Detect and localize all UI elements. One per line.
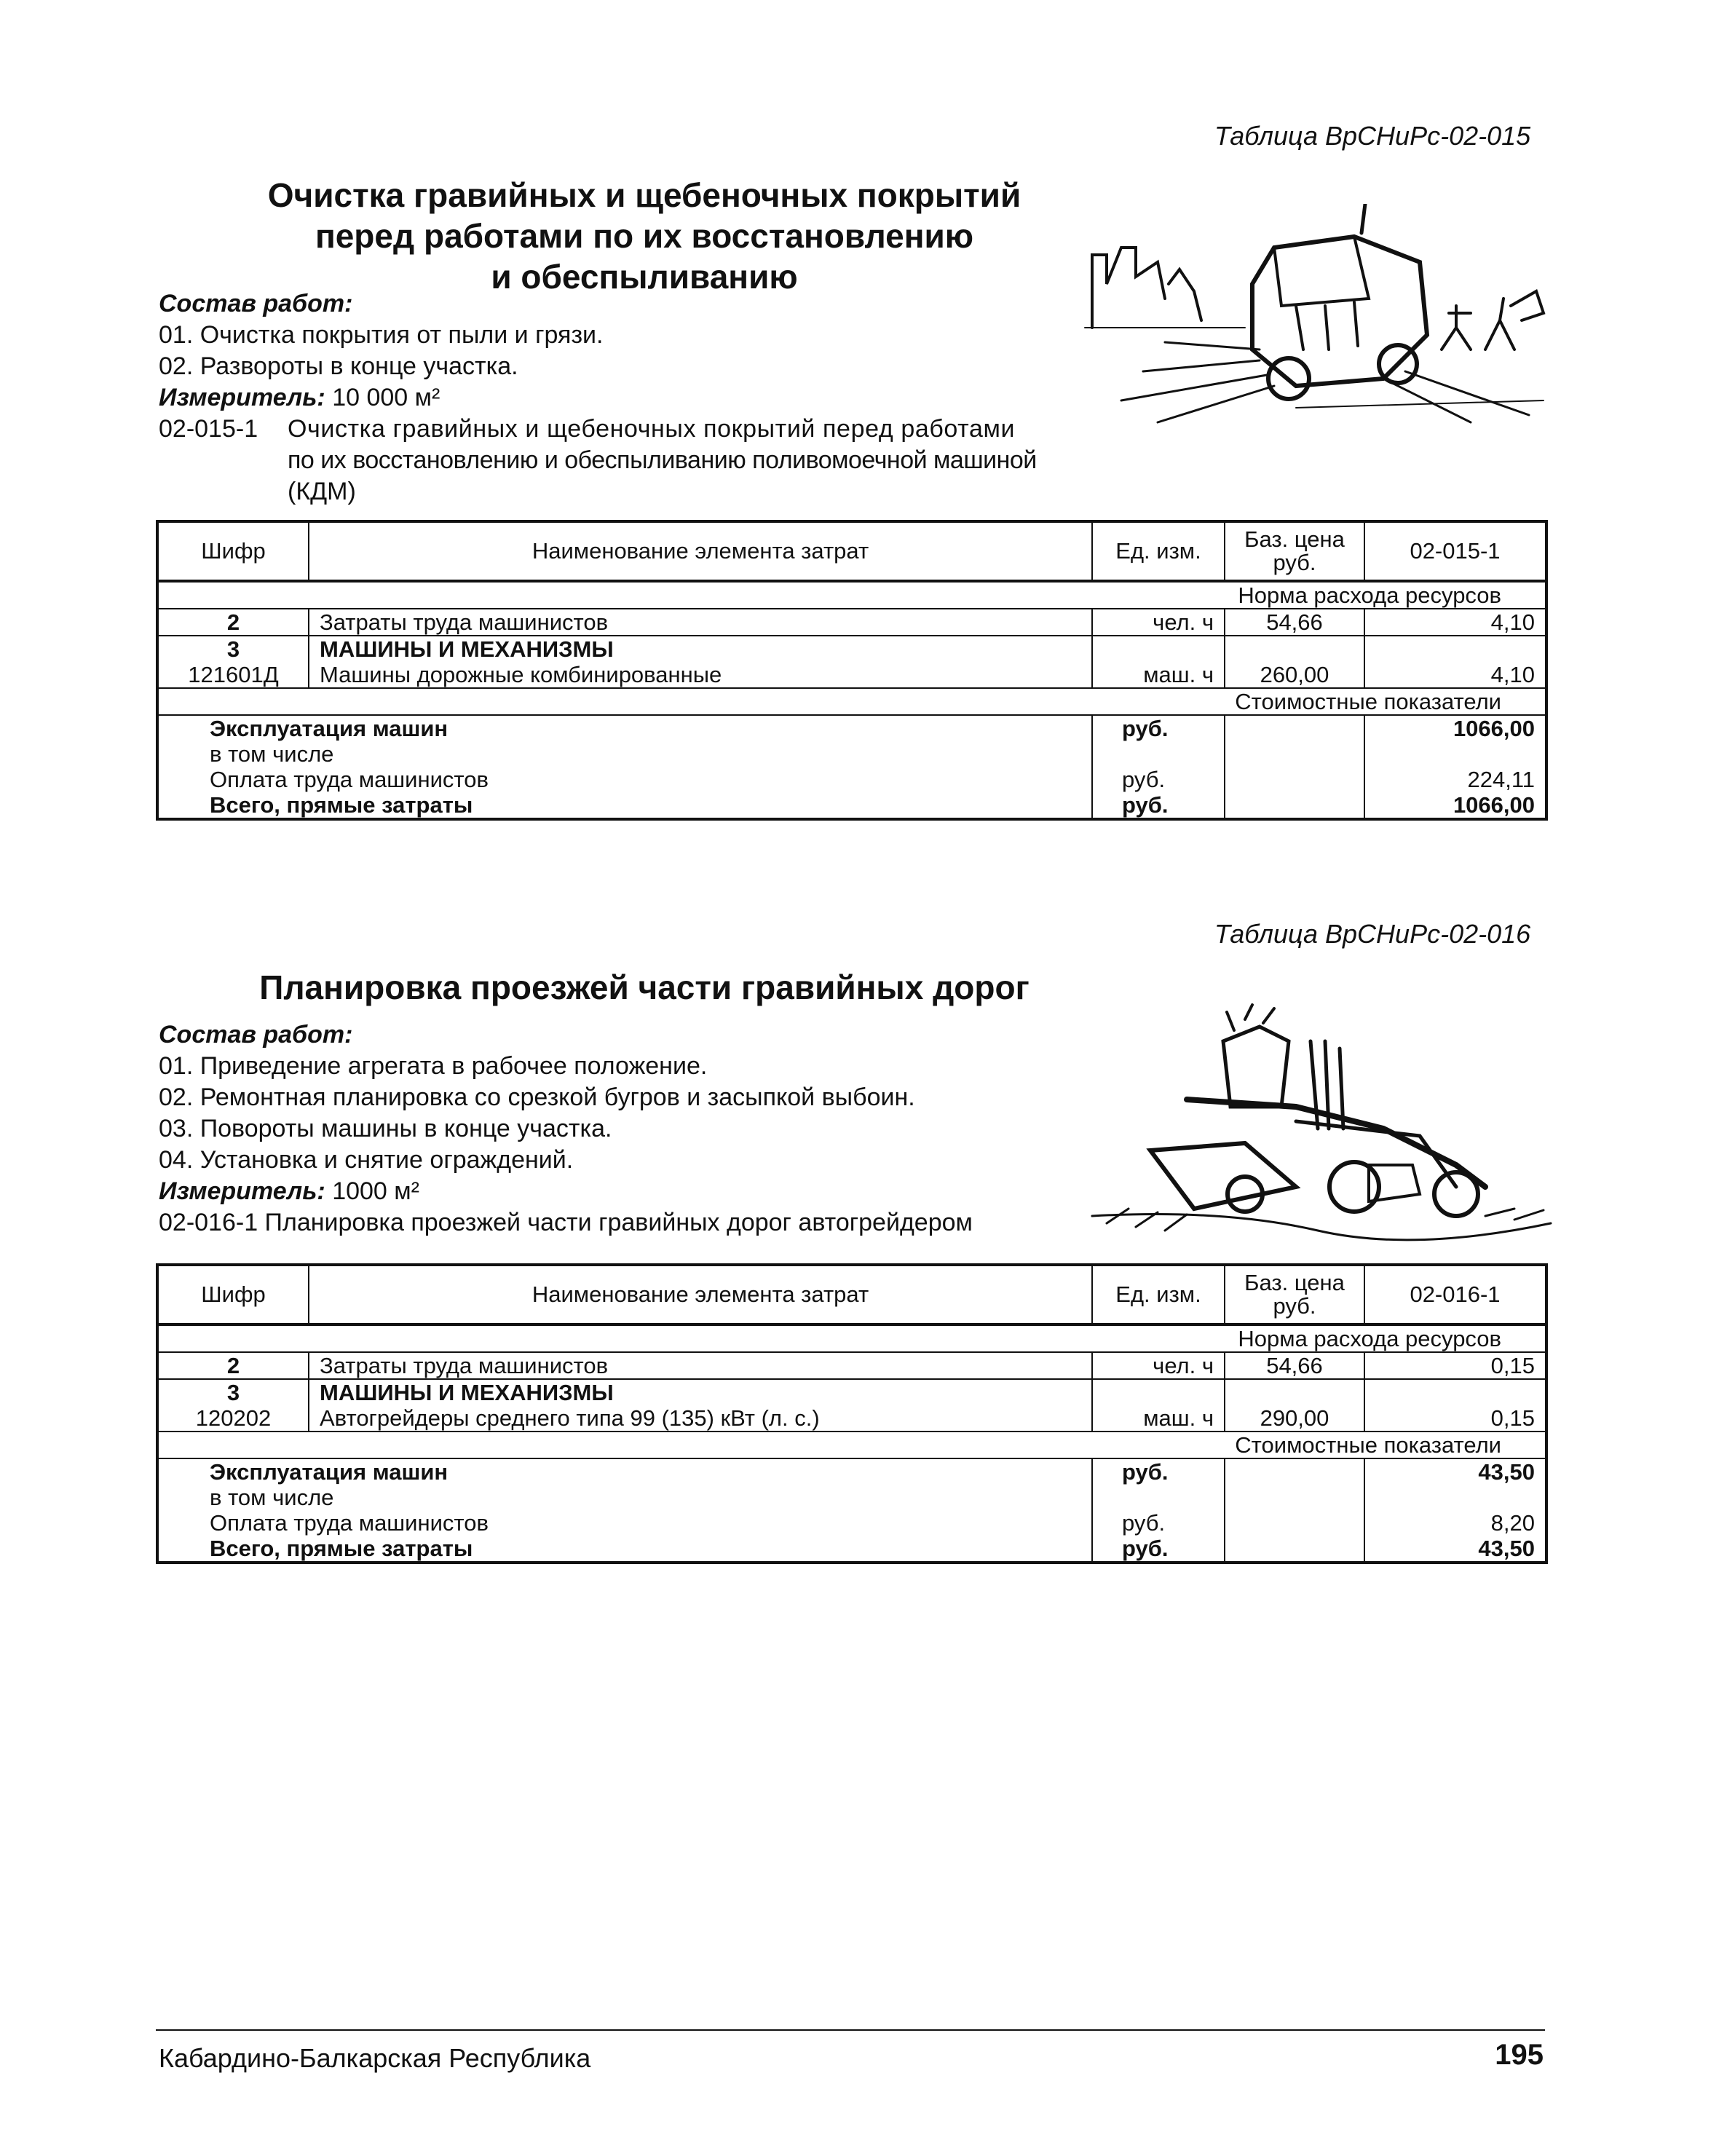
row-price: 54,66	[1225, 609, 1364, 636]
cost-unit: руб.	[1092, 792, 1225, 819]
measure-line	[159, 1176, 973, 1207]
row-code: 2	[157, 1352, 309, 1379]
item-line: 02-016-1 Планировка проезжей части гравийных дорог автогрейдером	[159, 1209, 973, 1236]
measure-line	[159, 382, 604, 414]
item-line: Очистка гравийных и щебеночных покрытий перед работами	[288, 415, 1016, 443]
row-value: 4,10	[1364, 662, 1546, 688]
item-line: по их восстановлению и обеспыливанию поливомоечной машиной	[288, 446, 1037, 474]
table-name-02-016: Таблица ВрСНиРс-02-016	[1214, 919, 1531, 949]
table-header-row	[157, 521, 1546, 581]
row-unit: чел. ч	[1092, 1352, 1225, 1379]
table-header-row	[157, 1265, 1546, 1324]
sostav-label: Состав работ:	[159, 290, 353, 317]
cost-label: Стоимостные показатели	[157, 1432, 1546, 1458]
row-code: 121601Д	[157, 662, 309, 688]
item-description	[288, 414, 1037, 508]
cost-unit	[1092, 1485, 1225, 1510]
norm-label-row	[157, 1324, 1546, 1352]
header-cell: Ед. изм.	[1092, 521, 1225, 581]
table-row	[157, 609, 1546, 636]
header-cell: Наименование элемента затрат	[309, 1265, 1092, 1324]
row-code: 120202	[157, 1405, 309, 1432]
cost-name: Оплата труда машинистов	[157, 767, 1092, 792]
cost-unit: руб.	[1092, 1510, 1225, 1536]
cost-value	[1364, 1485, 1546, 1510]
header-cell: Ед. изм.	[1092, 1265, 1225, 1324]
work-item: 01. Приведение агрегата в рабочее положение.	[159, 1052, 708, 1080]
header-cell: 02-016-1	[1364, 1265, 1546, 1324]
header-cell: 02-015-1	[1364, 521, 1546, 581]
table-row	[157, 662, 1546, 688]
work-item: 02. Ремонтная планировка со срезкой бугров и засыпкой выбоин.	[159, 1083, 915, 1111]
cost-row	[157, 1458, 1546, 1485]
section1-title	[240, 175, 1048, 297]
row-price	[1225, 636, 1364, 662]
cost-row	[157, 767, 1546, 792]
row-value	[1364, 1379, 1546, 1405]
cost-row	[157, 741, 1546, 767]
cost-name: Оплата труда машинистов	[157, 1510, 1092, 1536]
work-item: 01. Очистка покрытия от пыли и грязи.	[159, 321, 604, 349]
cost-row	[157, 1485, 1546, 1510]
row-price: 290,00	[1225, 1405, 1364, 1432]
table-row	[157, 636, 1546, 662]
measure-label: Измеритель:	[159, 1177, 325, 1205]
row-price: 260,00	[1225, 662, 1364, 688]
row-unit: чел. ч	[1092, 609, 1225, 636]
cost-name: Эксплуатация машин	[157, 715, 1092, 741]
cost-label-row	[157, 1432, 1546, 1458]
norm-label: Норма расхода ресурсов	[157, 581, 1546, 609]
row-name: Затраты труда машинистов	[309, 1352, 1092, 1379]
work-item: 04. Установка и снятие ограждений.	[159, 1146, 574, 1174]
section2-title: Планировка проезжей части гравийных дорог	[259, 968, 1030, 1006]
section1-text-block	[159, 288, 604, 414]
sostav-label: Состав работ:	[159, 1021, 353, 1049]
cost-row	[157, 1510, 1546, 1536]
row-price: 54,66	[1225, 1352, 1364, 1379]
cost-table-02-015	[156, 520, 1548, 821]
header-cell: Шифр	[157, 1265, 309, 1324]
measure-label: Измеритель:	[159, 384, 325, 411]
item-line: (КДМ)	[288, 478, 356, 505]
footer-divider	[156, 2029, 1545, 2031]
row-code: 3	[157, 636, 309, 662]
norm-label-row	[157, 581, 1546, 609]
cost-unit: руб.	[1092, 767, 1225, 792]
cost-value: 224,11	[1364, 767, 1546, 792]
header-cell: Баз. цена руб.	[1225, 1265, 1364, 1324]
row-name: МАШИНЫ И МЕХАНИЗМЫ	[309, 636, 1092, 662]
cost-table-02-016	[156, 1263, 1548, 1564]
norm-label: Норма расхода ресурсов	[157, 1324, 1546, 1352]
row-code: 3	[157, 1379, 309, 1405]
table-name-02-015: Таблица ВрСНиРс-02-015	[1214, 121, 1531, 151]
work-item: 02. Развороты в конце участка.	[159, 352, 518, 380]
row-price	[1225, 1379, 1364, 1405]
cost-row	[157, 792, 1546, 819]
row-value: 0,15	[1364, 1405, 1546, 1432]
cost-unit: руб.	[1092, 1458, 1225, 1485]
row-value: 4,10	[1364, 609, 1546, 636]
row-unit: маш. ч	[1092, 662, 1225, 688]
cost-unit: руб.	[1092, 715, 1225, 741]
row-value: 0,15	[1364, 1352, 1546, 1379]
page-number: 195	[1495, 2039, 1544, 2071]
cost-value: 43,50	[1364, 1536, 1546, 1563]
cost-value: 43,50	[1364, 1458, 1546, 1485]
header-cell: Баз. цена руб.	[1225, 521, 1364, 581]
cost-unit	[1092, 741, 1225, 767]
cost-name: Всего, прямые затраты	[157, 1536, 1092, 1563]
motor-grader-drawing	[1078, 998, 1558, 1245]
table-row	[157, 1379, 1546, 1405]
item-code: 02-015-1	[159, 415, 258, 443]
title-line: перед работами по их восстановлению	[315, 217, 974, 255]
title-line: и обеспыливанию	[491, 258, 798, 296]
header-cell: Шифр	[157, 521, 309, 581]
work-item: 03. Повороты машины в конце участка.	[159, 1115, 612, 1142]
cost-name: Эксплуатация машин	[157, 1458, 1092, 1485]
header-cell: Наименование элемента затрат	[309, 521, 1092, 581]
row-code: 2	[157, 609, 309, 636]
cost-value: 1066,00	[1364, 792, 1546, 819]
street-sweeper-truck-drawing	[1078, 204, 1558, 437]
footer-region: Кабардино-Балкарская Республика	[159, 2043, 591, 2073]
row-unit	[1092, 1379, 1225, 1405]
row-name: Автогрейдеры среднего типа 99 (135) кВт (л. с.)	[309, 1405, 1092, 1432]
table-row	[157, 1352, 1546, 1379]
cost-label: Стоимостные показатели	[157, 688, 1546, 715]
cost-value: 1066,00	[1364, 715, 1546, 741]
measure-value: 10 000 м²	[332, 384, 440, 411]
cost-row	[157, 715, 1546, 741]
row-name: МАШИНЫ И МЕХАНИЗМЫ	[309, 1379, 1092, 1405]
table-row	[157, 1405, 1546, 1432]
row-unit	[1092, 636, 1225, 662]
cost-row	[157, 1536, 1546, 1563]
cost-label-row	[157, 688, 1546, 715]
cost-name: в том числе	[157, 1485, 1092, 1510]
cost-unit: руб.	[1092, 1536, 1225, 1563]
section2-text-block	[159, 1019, 973, 1239]
cost-name: Всего, прямые затраты	[157, 792, 1092, 819]
cost-name: в том числе	[157, 741, 1092, 767]
row-name: Затраты труда машинистов	[309, 609, 1092, 636]
cost-value: 8,20	[1364, 1510, 1546, 1536]
row-unit: маш. ч	[1092, 1405, 1225, 1432]
measure-value: 1000 м²	[332, 1177, 419, 1205]
row-name: Машины дорожные комбинированные	[309, 662, 1092, 688]
cost-value	[1364, 741, 1546, 767]
title-line: Очистка гравийных и щебеночных покрытий	[267, 176, 1021, 214]
row-value	[1364, 636, 1546, 662]
